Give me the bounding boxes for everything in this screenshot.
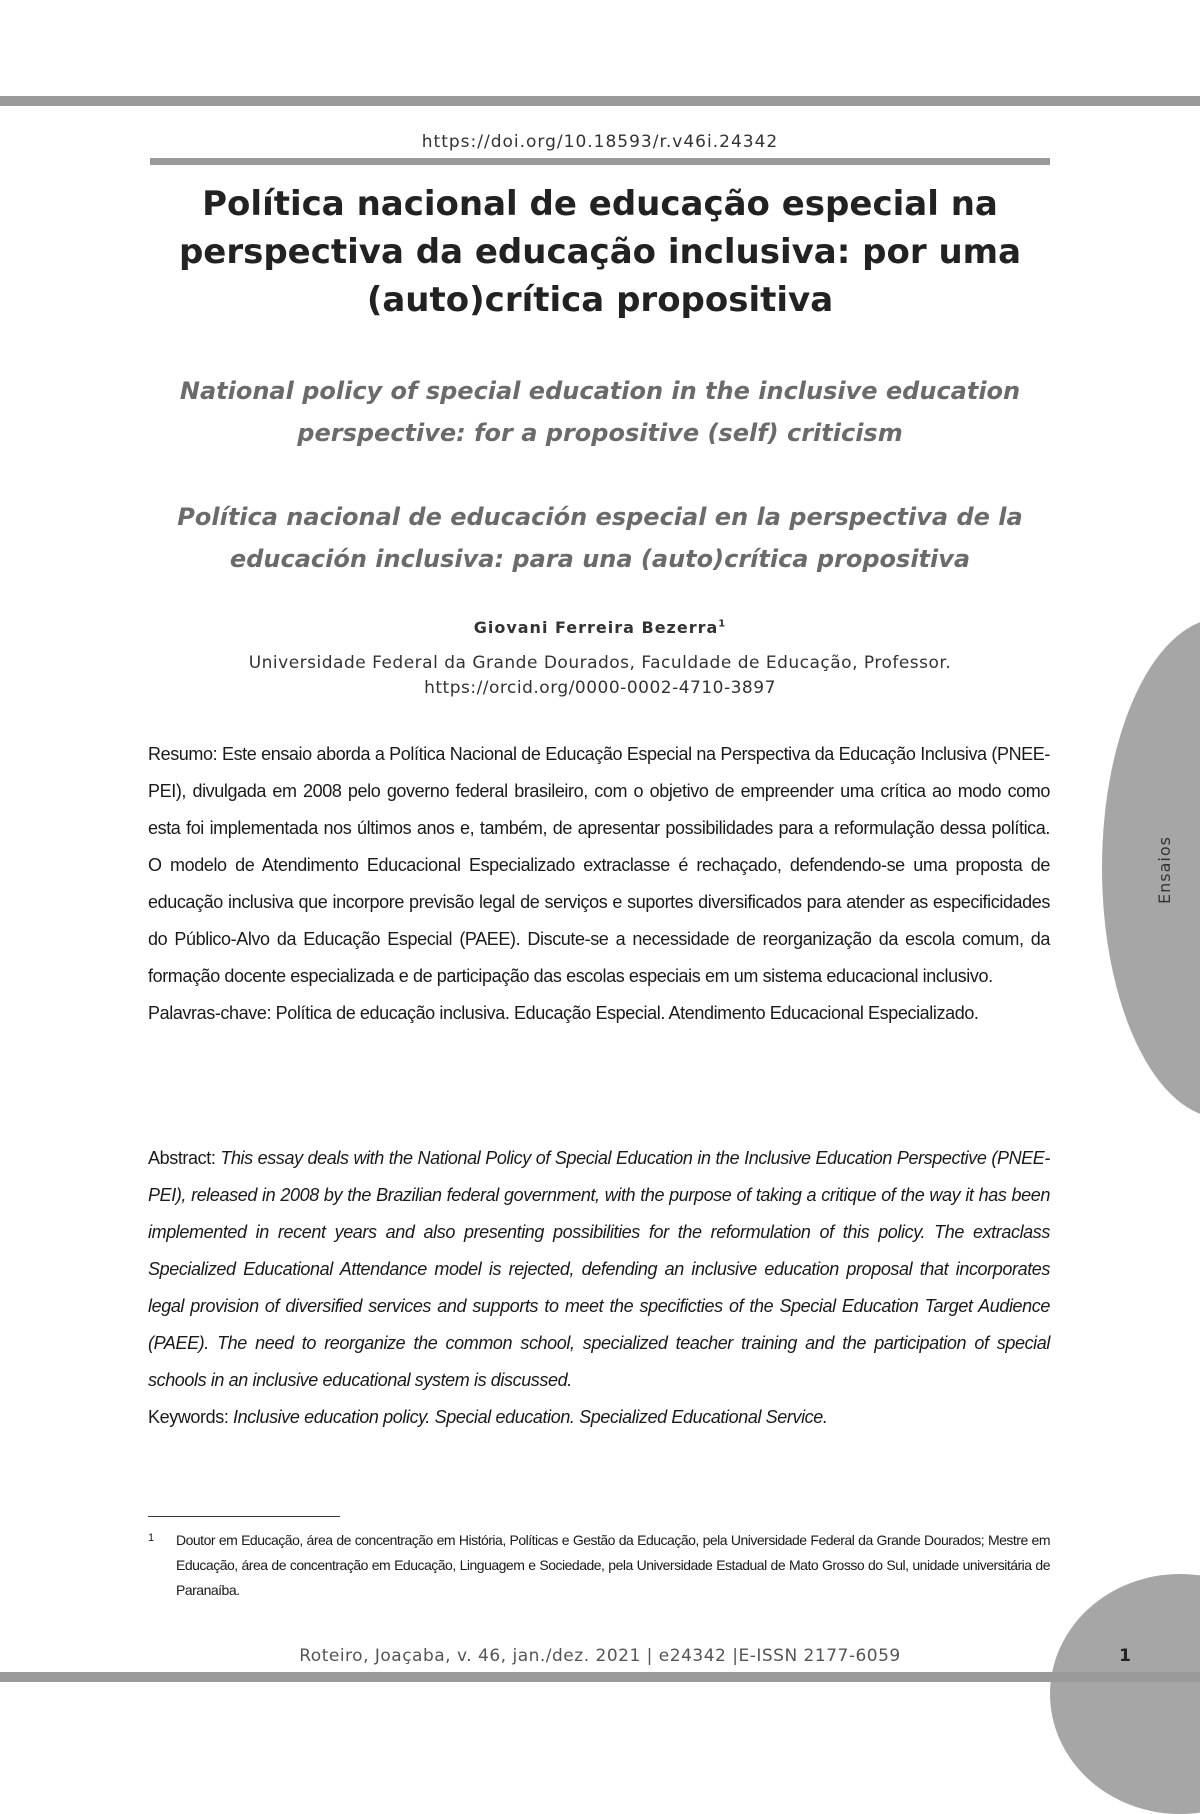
top-rule xyxy=(0,96,1200,106)
title-portuguese: Política nacional de educação especial na perspectiva da educação inclusiva: por uma (auto)crítica propositiva xyxy=(178,184,1022,320)
resumo-label: Resumo: xyxy=(148,744,218,764)
author-footnote-ref[interactable]: 1 xyxy=(718,618,727,630)
palavras-chave-label: Palavras-chave: xyxy=(148,1003,272,1023)
abstract-paragraph xyxy=(148,1140,1050,1399)
abstract-text: This essay deals with the National Policy of Special Education in the Inclusive Education Perspective (PNEE-PEI), released in 2008 by the Brazilian federal government, with the purpose of taking a critique of the way it has been implemented in recent years and also presenting possibilities for the reformulation of this policy. The extraclass Specialized Educational Attendance model is rejected, defending an inclusive education proposal that incorporates legal provision of diversified services and supports to meet the specificties of the Special Education Target Audience (PAEE). The need to reorganize the common school, specialized teacher training and the participation of special schools in an inclusive educational system is discussed. xyxy=(148,1148,1050,1390)
resumo-section xyxy=(148,736,1050,1032)
footer-citation: Roteiro, Joaçaba, v. 46, jan./dez. 2021 | e24342 |E-ISSN 2177-6059 xyxy=(299,1646,901,1666)
section-tab-label: Ensaios xyxy=(1155,836,1174,904)
bottom-rule xyxy=(0,1672,1200,1682)
title-spanish: Política nacional de educación especial en la perspectiva de la educación inclusiva: para una (auto)crítica propositiva xyxy=(177,503,1023,573)
page-number: 1 xyxy=(1119,1646,1131,1666)
abstract-section xyxy=(148,1140,1050,1436)
orcid-link[interactable]: https://orcid.org/0000-0002-4710-3897 xyxy=(424,678,776,698)
palavras-chave-paragraph xyxy=(148,995,1050,1032)
abstract-label: Abstract: xyxy=(148,1148,216,1168)
resumo-paragraph xyxy=(148,736,1050,995)
resumo-text: Este ensaio aborda a Política Nacional de Educação Especial na Perspectiva da Educação Inclusiva (PNEE-PEI), divulgada em 2008 pelo governo federal brasileiro, com o objetivo de empreender uma crítica ao modo como esta foi implementada nos últimos anos e, também, de apresentar possibilidades para a reformulação dessa política. O modelo de Atendimento Educacional Especializado extraclasse é rechaçado, defendendo-se uma proposta de educação inclusiva que incorpore previsão legal de serviços e suportes diversificados para atender as especificidades do Público-Alvo da Educação Especial (PAEE). Discute-se a necessidade de reorganização da escola comum, da formação docente especializada e de participação das escolas especiais em um sistema educacional inclusivo. xyxy=(148,744,1050,986)
footnote-text: Doutor em Educação, área de concentração em História, Políticas e Gestão da Educação, pela Universidade Federal da Grande Dourados; Mestre em Educação, área de concentração em Educação, Linguagem e Sociedade, pela Universidade Estadual de Mato Grosso do Sul, unidade universitária de Paranaíba. xyxy=(176,1532,1050,1598)
author-line xyxy=(150,618,1050,637)
keywords-label: Keywords: xyxy=(148,1407,229,1427)
author-name: Giovani Ferreira Bezerra xyxy=(473,618,719,637)
keywords-paragraph xyxy=(148,1399,1050,1436)
title-english: National policy of special education in the inclusive education perspective: for a propositive (self) criticism xyxy=(179,377,1021,447)
section-tab xyxy=(1102,618,1200,1118)
palavras-chave-text: Política de educação inclusiva. Educação Especial. Atendimento Educacional Especializado. xyxy=(275,1003,979,1023)
doi-rule xyxy=(150,158,1050,165)
footnote-mark: 1 xyxy=(148,1532,155,1544)
affiliation-block xyxy=(150,651,1050,701)
footnote xyxy=(148,1528,1050,1603)
keywords-text: Inclusive education policy. Special education. Specialized Educational Service. xyxy=(233,1407,828,1427)
affiliation: Universidade Federal da Grande Dourados, Faculdade de Educação, Professor. xyxy=(248,653,952,673)
footnote-rule xyxy=(148,1516,340,1517)
page-number-tab xyxy=(1050,1574,1200,1814)
doi-link[interactable]: https://doi.org/10.18593/r.v46i.24342 xyxy=(421,132,779,152)
